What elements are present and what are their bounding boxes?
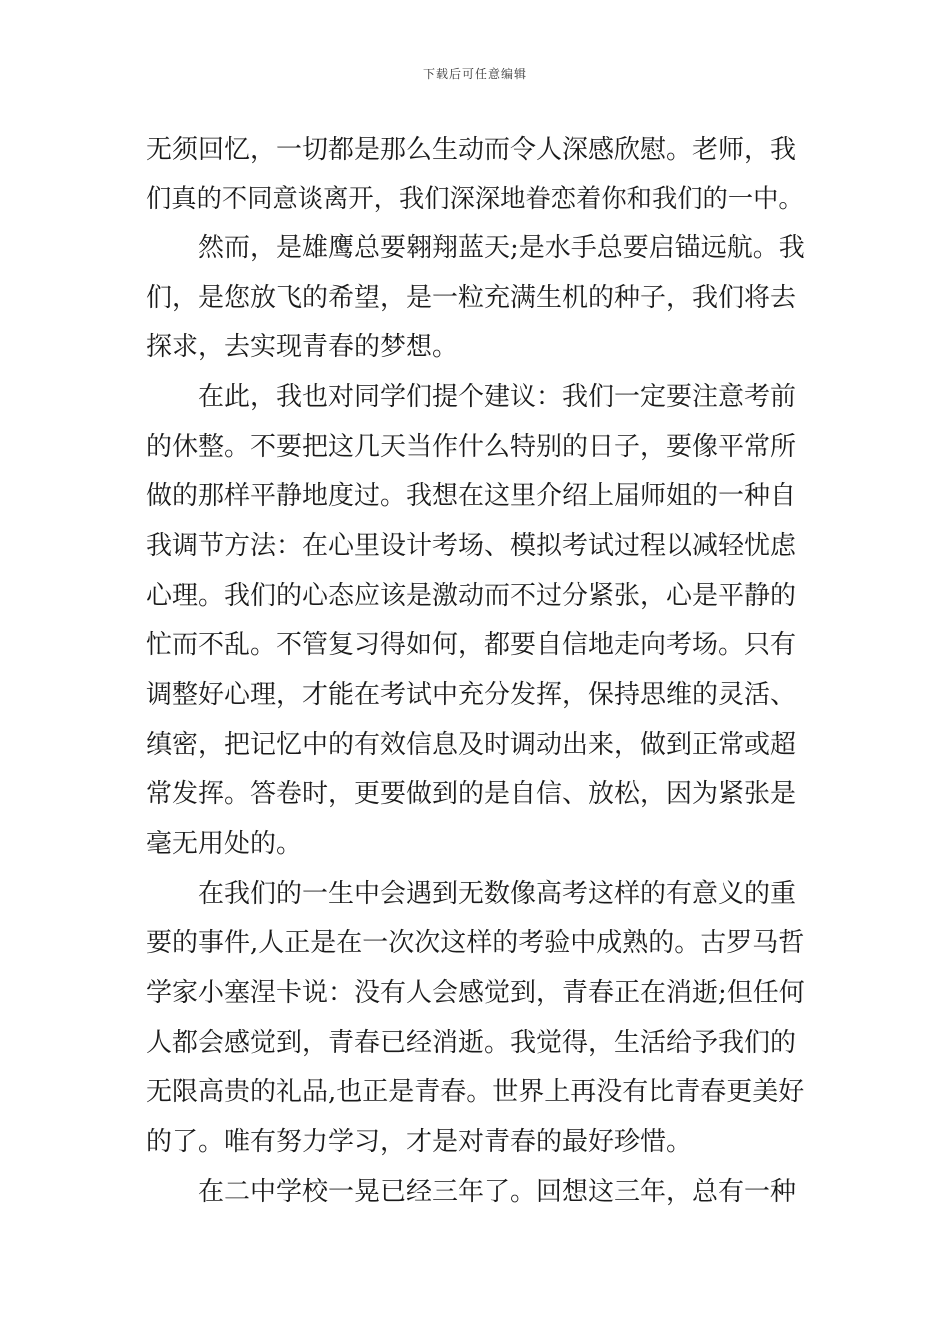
text-line: 学家小塞涅卡说：没有人会感觉到，青春正在消逝;但任何 xyxy=(146,978,805,1008)
text-line: 们，是您放飞的希望，是一粒充满生机的种子，我们将去 xyxy=(146,283,797,313)
text-line: 然而，是雄鹰总要翱翔蓝天;是水手总要启锚远航。我 xyxy=(198,233,805,263)
text-line: 无限高贵的礼品,也正是青春。世界上再没有比青春更美好 xyxy=(146,1077,805,1107)
text-line: 在此，我也对同学们提个建议：我们一定要注意考前 xyxy=(198,382,797,412)
text-line: 们真的不同意谈离开，我们深深地眷恋着你和我们的一中。 xyxy=(146,184,804,213)
header-note: 下载后可任意编辑 xyxy=(422,67,527,81)
text-line: 心理。我们的心态应该是激动而不过分紧张，心是平静的 xyxy=(146,581,797,611)
text-line: 探求，去实现青春的梦想。 xyxy=(146,332,459,362)
text-line: 毫无用处的。 xyxy=(146,829,303,859)
text-line: 无须回忆，一切都是那么生动而令人深感欣慰。老师，我 xyxy=(146,135,797,165)
text-line: 缜密，把记忆中的有效信息及时调动出来，做到正常或超 xyxy=(146,730,797,760)
text-line: 忙而不乱。不管复习得如何，都要自信地走向考场。只有 xyxy=(146,630,797,660)
text-line: 人都会感觉到，青春已经消逝。我觉得，生活给予我们的 xyxy=(146,1028,797,1058)
text-line: 在二中学校一晃已经三年了。回想这三年，总有一种 xyxy=(198,1177,797,1207)
text-line: 我调节方法：在心里设计考场、模拟考试过程以减轻忧虑 xyxy=(146,531,797,561)
text-line: 在我们的一生中会遇到无数像高考这样的有意义的重 xyxy=(198,879,797,909)
text-line: 常发挥。答卷时，更要做到的是自信、放松，因为紧张是 xyxy=(146,779,797,809)
text-line: 调整好心理，才能在考试中充分发挥，保持思维的灵活、 xyxy=(146,680,797,710)
text-line: 的了。唯有努力学习，才是对青春的最好珍惜。 xyxy=(146,1127,693,1157)
text-line: 的休整。不要把这几天当作什么特别的日子，要像平常所 xyxy=(146,432,797,462)
text-line: 要的事件,人正是在一次次这样的考验中成熟的。古罗马哲 xyxy=(146,928,805,958)
text-line: 做的那样平静地度过。我想在这里介绍上届师姐的一种自 xyxy=(146,481,797,511)
